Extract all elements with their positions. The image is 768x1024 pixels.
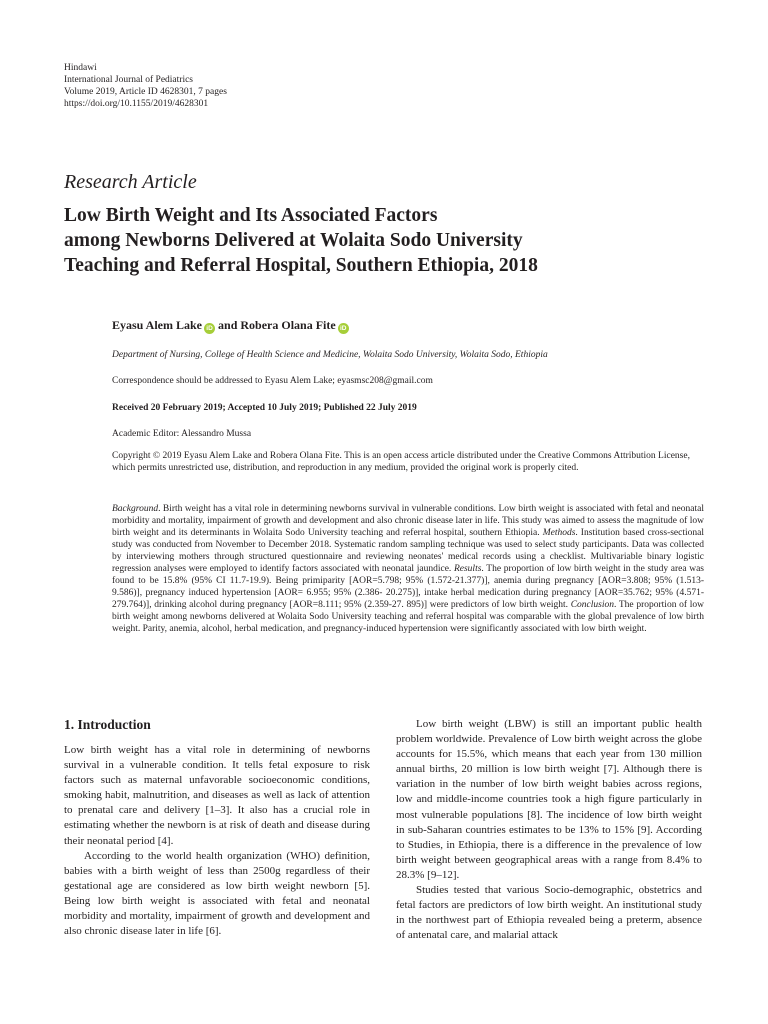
title-line: Low Birth Weight and Its Associated Factors <box>64 205 438 226</box>
title-line: among Newborns Delivered at Wolaita Sodo University <box>64 230 523 251</box>
orcid-icon[interactable]: iD <box>204 323 215 334</box>
abstract-label: Results <box>453 564 482 574</box>
doi-link[interactable]: https://doi.org/10.1155/2019/4628301 <box>64 99 209 109</box>
publisher-name: Hindawi <box>64 63 97 73</box>
body-paragraph: Studies tested that various Socio-demographic, obstetrics and fetal factors are predictors of low birth weight. An institutional study in the northwest part of Ethiopia revealed being a preterm, absence of antenatal care, and malarial attack <box>396 884 702 942</box>
abstract <box>112 503 704 635</box>
correspondence: Correspondence should be addressed to Eyasu Alem Lake; eyasmsc208@gmail.com <box>112 376 433 386</box>
copyright-notice: Copyright © 2019 Eyasu Alem Lake and Robera Olana Fite. This is an open access article distributed under the Creative Commons Attribution License, which permits unrestricted use, distribution, and reproduction in any medium, provided the original work is properly cited. <box>112 451 690 473</box>
affiliation: Department of Nursing, College of Health Science and Medicine, Wolaita Sodo University, Wolaita Sodo, Ethiopia <box>112 350 548 360</box>
orcid-icon[interactable]: iD <box>338 323 349 334</box>
title-line: Teaching and Referral Hospital, Southern Ethiopia, 2018 <box>64 255 538 276</box>
body-paragraph: According to the world health organization (WHO) definition, babies with a birth weight of less than 2500g regardless of their gestational age are considered as low birth weight newborn [5]. Being low birth weight is associated with fetal and neonatal morbidity and mortality, impairment of growth and development and also chronic disease later in life [6]. <box>64 849 370 938</box>
abstract-label: Methods <box>542 528 576 538</box>
author-connector: and <box>215 318 241 332</box>
article-title <box>64 203 724 278</box>
abstract-text: . Birth weight has a vital role in determining newborns survival in vulnerable conditions. Low birth weight is associated with fetal and neonatal morbidity and mortality, impairment of growth and development and also chronic disease later in life. This study was aimed to assess the magnitude of low birth weight and its determinants in Wolaita Sodo University teaching and referral hospital, southern Ethiopia. <box>112 504 704 538</box>
abstract-label: Conclusion <box>570 600 614 610</box>
body-column-right <box>396 717 702 943</box>
author-list <box>112 318 349 334</box>
abstract-text: . The proportion of low birth weight among newborns delivered at Wolaita Sodo University teaching and referral hospital was comparable with the global prevalence of low birth weight. Parity, anemia, alcohol, herbal medication, and pregnancy-induced hypertension were significantly associated with low birth weight. <box>112 600 704 634</box>
abstract-text: . Institution based cross-sectional study was conducted from November to December 2018. Systematic random sampling technique was used to select study participants. Data was collected by interviewing mothers through structured questionnaire and reviewing neonates' medical records using a checklist. Multivariable binary logistic regression analyses were employed to identify factors associated with neonatal jaundice. <box>112 528 704 574</box>
section-heading: 1. Introduction <box>64 717 151 732</box>
academic-editor: Academic Editor: Alessandro Mussa <box>112 429 252 439</box>
body-paragraph: Low birth weight (LBW) is still an important public health problem worldwide. Prevalence of Low birth weight across the globe accounts for 15.5%, which means that each year from 130 million annual births, 20 million is low birth weight [7]. Although there is variation in the number of low birth weight babies across regions, low and middle-income countries took a high figure particularly in most vulnerable populations [8]. The incidence of low birth weight in sub-Saharan countries estimates to be 13% to 15% [9]. According to Studies, in Ethiopia, there is a difference in the prevalence of low birth weight between geographical areas with a range from 8.4% to 28.3% [9–12]. <box>396 718 702 881</box>
abstract-text: . The proportion of low birth weight in the study area was found to be 15.8% (95% CI 11.7-19.9). Being primiparity [AOR=5.798; 95% (1.572-21.377)], anemia during pregnancy [AOR=3.808; 95% (1.513-9.586)], pregnancy induced hypertension [AOR= 6.955; 95% (2.386- 20.275)], intake herbal medication during pregnancy [AOR=35.762; 95% (4.571-279.764)], drinking alcohol during pregnancy [AOR=8.111; 95% (2.359-27. 895)] were predictors of low birth weight. <box>112 564 704 610</box>
journal-header <box>64 62 227 110</box>
journal-name: International Journal of Pediatrics <box>64 75 194 85</box>
abstract-label: Background <box>112 504 159 514</box>
body-paragraph: Low birth weight has a vital role in determining of newborns survival in a vulnerable condition. It tells fetal exposure to risk factors such as maternal unfavorable socioeconomic conditions, smoking habit, malnutrition, and diseases as well as lack of attention to prenatal care and delivery [1–3]. It also has a crucial role in estimating whether the newborn is at risk of death and disease during their neonatal period [4]. <box>64 744 370 847</box>
author-name: Eyasu Alem Lake <box>112 318 203 332</box>
article-type: Research Article <box>64 171 197 193</box>
body-column-left <box>64 743 370 939</box>
author-name: Robera Olana Fite <box>240 318 336 332</box>
publication-dates: Received 20 February 2019; Accepted 10 July 2019; Published 22 July 2019 <box>112 403 417 413</box>
volume-info: Volume 2019, Article ID 4628301, 7 pages <box>64 87 227 97</box>
